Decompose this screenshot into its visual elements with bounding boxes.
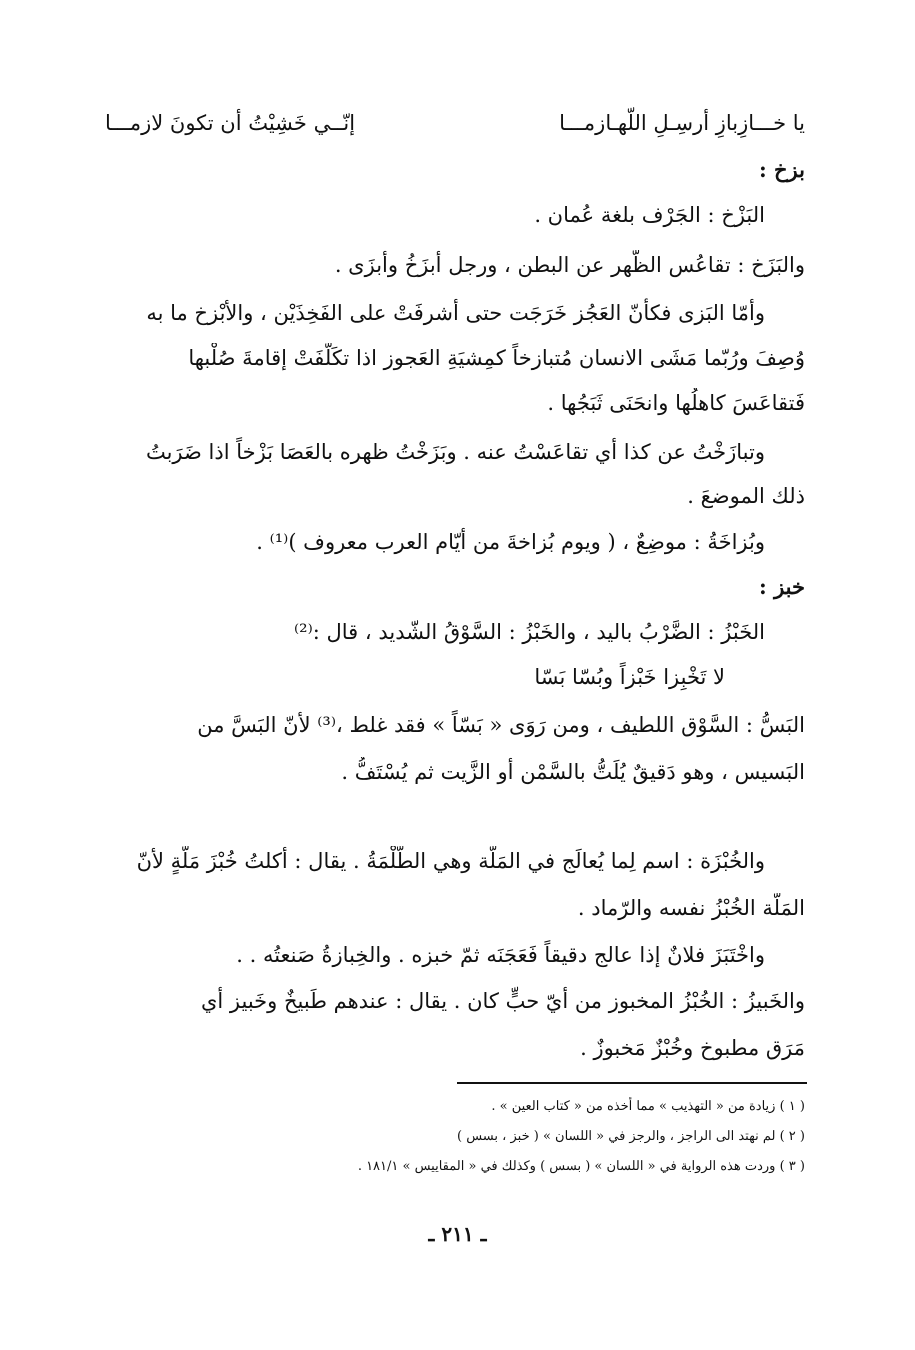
paragraph-line: والبَزَخ : تقاعُس الظَّهر عن البطن ، ورجل أبزَخُ وأبزَى .: [334, 253, 805, 277]
paragraph-line: المَلّة الخُبْزُ نفسه والرّماد .: [577, 896, 805, 920]
paragraph-line: البَسُّ : السَّوْق اللطيف ، ومن رَوَى « بَسّاً » فقد غلط ،⁽³⁾ لأنّ البَسَّ من: [197, 713, 805, 737]
paragraph-line: الخَبْزُ : الضَّرْبُ باليد ، والخَبْزُ : السَّوْقُ الشّديد ، قال :⁽²⁾: [294, 620, 765, 644]
paragraph-line: وتبازَخْتُ عن كذا أي تقاعَسْتُ عنه . وبَزَخْتُ ظهره بالعَصَا بَزْخاً اذا ضَرَبتُ: [145, 440, 765, 464]
footnote-divider: [457, 1082, 807, 1084]
paragraph-line: وبُزاخَةُ : موضِعٌ ، ( ويوم بُزاخةَ من أيّام العرب معروف )⁽¹⁾ .: [256, 530, 765, 554]
paragraph-line: وُصِفَ ورُبّما مَشَى الانسان مُتبازخاً كمِشيَةِ العَجوز اذا تكَلّفَتْ إقامةَ صُلْبها: [188, 346, 805, 370]
paragraph-line: والخَبيزُ : الخُبْزُ المخبوز من أيّ حبٍّ كان . يقال : عندهم طَبيخٌ وخَبيز أي: [200, 989, 805, 1013]
paragraph-line: وأمّا البَزى فكأنّ العَجُز خَرَجَت حتى أشرفَتْ على الفَخِذَيْن ، والأبْزخ ما به: [146, 301, 765, 325]
entry-heading-barzakh: بزخ :: [758, 157, 805, 182]
verse-hemistich-left: إنّــي خَشِيْتُ أن تكونَ لازمـــا: [105, 111, 356, 135]
verse-hemistich-right: يا خـــازِبازِ أرسِـلِ اللّهـازمـــا: [559, 111, 805, 135]
page-number: ـ ٢١١ ـ: [428, 1222, 487, 1246]
entry-heading-khabaz: خبز :: [759, 574, 805, 599]
paragraph-line: واخْتَبَزَ فلانٌ إذا عالج دقيقاً فَعَجَنَه ثمّ خبزه . والخِبازةُ صَنعتُه . .: [236, 943, 765, 967]
verse-quote: لا تَخْبِزا خَبْزاً وبُسّا بَسّا: [534, 665, 725, 689]
footnote-2: ( ٢ ) لم نهتد الى الراجز ، والرجز في « اللسان » ( خبز ، بسس ): [457, 1129, 805, 1144]
footnote-1: ( ١ ) زيادة من « التهذيب » مما أخذه من « كتاب العين » .: [491, 1099, 805, 1114]
footnote-3: ( ٣ ) وردت هذه الرواية في « اللسان » ( بسس ) وكذلك في « المقاييس » ١٨١/١ .: [357, 1159, 805, 1174]
paragraph-line: البَسيس ، وهو دَقيقٌ يُلَتُّ بالسَّمْن أو الزَّيت ثم يُسْتَفُّ .: [341, 760, 805, 784]
paragraph-line: مَرَق مطبوخ وخُبْزٌ مَخبوزٌ .: [580, 1036, 805, 1060]
paragraph-line: فَتقاعَسَ كاهلُها وانحَنَى ثَبَجُها .: [547, 391, 805, 415]
paragraph-line: والخُبْزَة : اسم لِما يُعالَج في المَلّة وهي الطُّلْمَةُ . يقال : أكلتُ خُبْزَ مَلّةٍ لأنّ: [136, 849, 765, 873]
paragraph-line: ذلك الموضعَ .: [687, 484, 805, 508]
paragraph-line: البَزْخ : الجَرْف بلغة عُمان .: [534, 203, 765, 227]
